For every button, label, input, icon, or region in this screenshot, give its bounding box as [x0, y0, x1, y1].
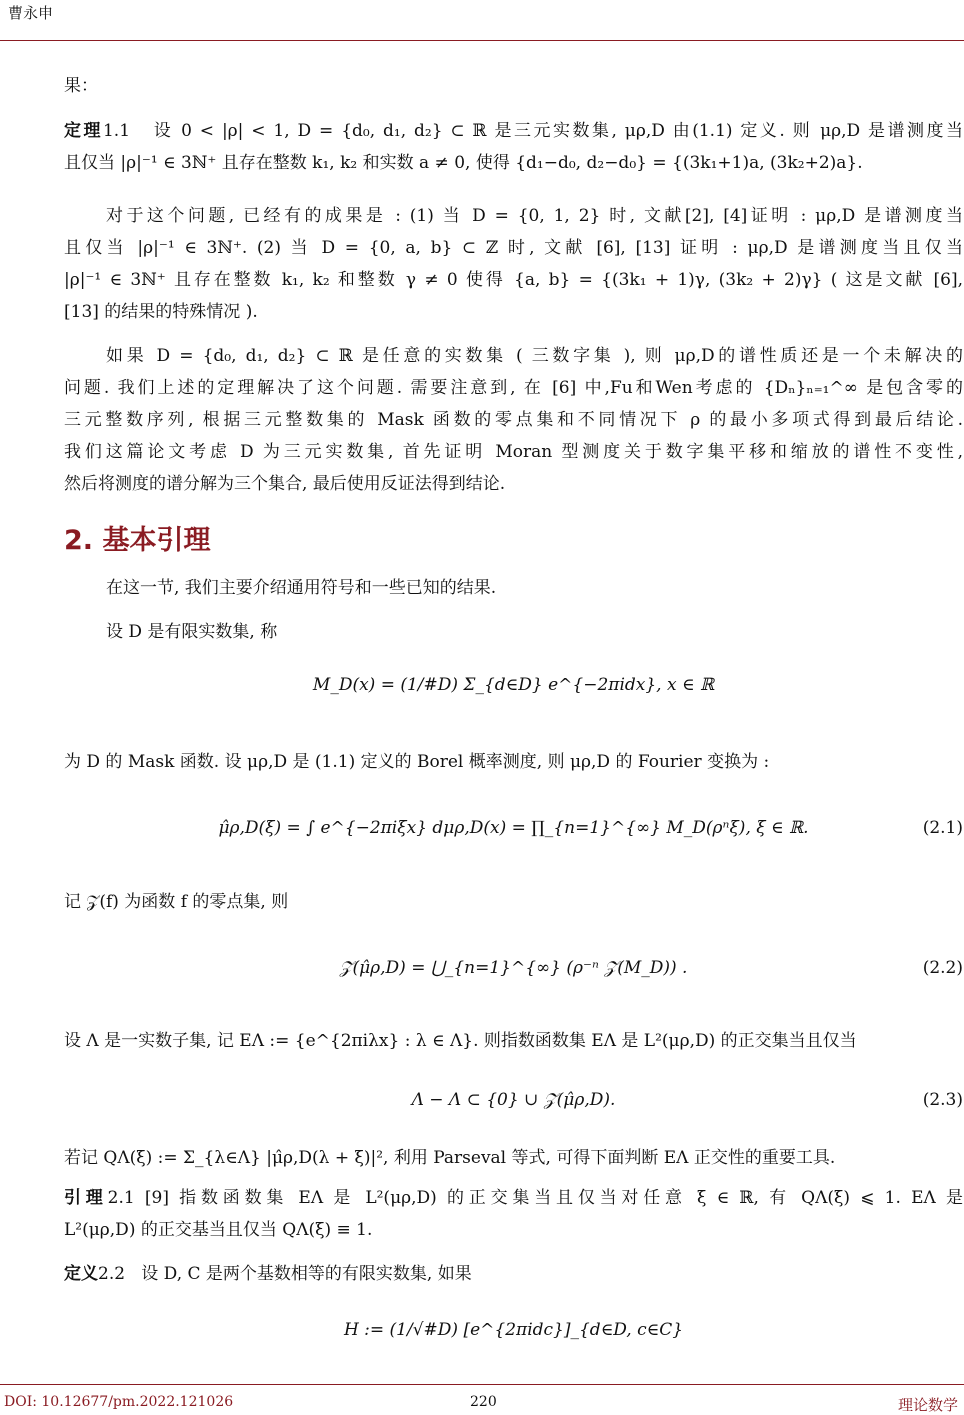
lemma-2-1	[64, 1182, 963, 1246]
paragraph-intro	[64, 572, 963, 604]
lemma-label: 引理	[64, 1188, 108, 1208]
running-head-author: 曹永申	[8, 4, 54, 22]
equation-mask-function	[64, 675, 963, 695]
text-line: 设 D 是有限实数集, 称	[106, 622, 278, 642]
equation-number: (2.1)	[922, 818, 963, 838]
paragraph-parseval	[64, 1142, 963, 1174]
equation-body: μ̂ρ,D(ξ) = ∫ e^{−2πiξx} dμρ,D(x) = ∏_{n=1}^{∞} M_D(ρⁿξ), ξ ∈ ℝ.	[218, 818, 809, 838]
footer-journal[interactable]: 理论数学	[897, 1396, 958, 1414]
theorem-label: 定理	[64, 121, 103, 141]
theorem-1-1	[64, 115, 963, 179]
theorem-number: 1.1	[102, 121, 131, 141]
definition-line-1	[64, 1258, 963, 1290]
theorem-line-2: 且仅当 |ρ|⁻¹ ∈ 3ℕ⁺ 且存在整数 k₁, k₂ 和实数 a ≠ 0, 使得 {d₁−d₀, d₂−d₀} = {(3k₁+1)a, (3k₂+2)a}.	[64, 153, 863, 173]
text-line: |ρ|⁻¹ ∈ 3ℕ⁺ 且存在整数 k₁, k₂ 和整数 γ ≠ 0 使得 {a, b} = {(3k₁ + 1)γ, (3k₂ + 2)γ} ( 这是文献 [6],	[64, 270, 963, 290]
theorem-text: 设 0 < |ρ| < 1, D = {d₀, d₁, d₂} ⊂ ℝ 是三元实数集, μρ,D 由(1.1) 定义. 则 μρ,D 是谱测度当	[153, 121, 963, 141]
equation-2-1	[64, 818, 963, 838]
equation-body: Λ − Λ ⊂ {0} ∪ 𝒵(μ̂ρ,D).	[411, 1090, 616, 1110]
text-line: 果：	[64, 76, 98, 96]
paragraph-orthogonal	[64, 1025, 963, 1057]
paragraph-zero-set	[64, 886, 963, 918]
section-heading: 2. 基本引理	[64, 525, 211, 556]
equation-H-matrix	[64, 1320, 963, 1340]
lemma-text: [9] 指数函数集 EΛ 是 L²(μρ,D) 的正交集当且仅当对任意 ξ ∈ ℝ, 有 QΛ(ξ) ⩽ 1. EΛ 是	[144, 1188, 963, 1208]
footer-doi[interactable]: DOI: 10.12677/pm.2022.121026	[4, 1394, 234, 1410]
paragraph-fourier	[64, 746, 963, 778]
text-line: [13] 的结果的特殊情况 ).	[64, 302, 258, 322]
paragraph-define-D	[64, 616, 963, 648]
text-line: 对于这个问题, 已经有的成果是 : (1) 当 D = {0, 1, 2} 时, 文献[2], [4]证明 : μρ,D 是谱测度当	[106, 206, 963, 226]
text-line: 在这一节, 我们主要介绍通用符号和一些已知的结果.	[106, 578, 497, 598]
text-line: 我们这篇论文考虑 D 为三元实数集, 首先证明 Moran 型测度关于数字集平移和缩放的谱性不变性,	[64, 442, 963, 462]
equation-body: M_D(x) = (1/#D) Σ_{d∈D} e^{−2πidx}, x ∈ ℝ	[312, 675, 715, 695]
lemma-line-1	[64, 1182, 963, 1214]
text-line: 然后将测度的谱分解为三个集合, 最后使用反证法得到结论.	[64, 474, 506, 494]
text-line: 三元整数序列, 根据三元整数集的 Mask 函数的零点集和不同情况下 ρ 的最小多项式得到最后结论.	[64, 410, 963, 430]
text-line: 若记 QΛ(ξ) := Σ_{λ∈Λ} |μ̂ρ,D(λ + ξ)|², 利用 Parseval 等式, 可得下面判断 EΛ 正交性的重要工具.	[64, 1148, 836, 1168]
equation-number: (2.2)	[922, 958, 963, 978]
equation-number: (2.3)	[922, 1090, 963, 1110]
equation-2-3	[64, 1090, 963, 1110]
theorem-line-1	[64, 115, 963, 147]
equation-body: 𝒵(μ̂ρ,D) = ⋃_{n=1}^{∞} (ρ⁻ⁿ 𝒵(M_D)) .	[339, 958, 688, 978]
text-line: 问题. 我们上述的定理解决了这个问题. 需要注意到, 在 [6] 中,Fu和Wen考虑的 {Dₙ}ₙ₌₁^∞ 是包含零的	[64, 378, 963, 398]
paragraph-prior-results	[64, 200, 963, 328]
footer-rule	[0, 1384, 964, 1385]
equation-2-2	[64, 958, 963, 978]
text-line: 且仅当 |ρ|⁻¹ ∈ 3ℕ⁺. (2) 当 D = {0, a, b} ⊂ ℤ 时, 文献 [6], [13] 证明 : μρ,D 是谱测度当且仅当	[64, 238, 963, 258]
paragraph-result-end	[64, 70, 963, 102]
definition-label: 定义	[64, 1264, 98, 1284]
definition-number: 2.2	[98, 1264, 126, 1284]
header-rule	[0, 40, 964, 41]
text-line: 为 D 的 Mask 函数. 设 μρ,D 是 (1.1) 定义的 Borel 概率测度, 则 μρ,D 的 Fourier 变换为 :	[64, 752, 770, 772]
equation-body: H := (1/√#D) [e^{2πidc}]_{d∈D, c∈C}	[343, 1320, 684, 1340]
definition-2-2	[64, 1258, 963, 1290]
text-line: 如果 D = {d₀, d₁, d₂} ⊂ ℝ 是任意的实数集 ( 三数字集 ), 则 μρ,D的谱性质还是一个未解决的	[106, 346, 963, 366]
paragraph-open-problem	[64, 340, 963, 500]
footer-page-number: 220	[470, 1394, 497, 1410]
lemma-number: 2.1	[107, 1188, 135, 1208]
definition-text: 设 D, C 是两个基数相等的有限实数集, 如果	[141, 1264, 472, 1284]
text-line: 设 Λ 是一实数子集, 记 EΛ := {e^{2πiλx} : λ ∈ Λ}. 则指数函数集 EΛ 是 L²(μρ,D) 的正交集当且仅当	[64, 1031, 857, 1051]
lemma-line-2: L²(μρ,D) 的正交基当且仅当 QΛ(ξ) ≡ 1.	[64, 1220, 373, 1240]
text-line: 记 𝒵(f) 为函数 f 的零点集, 则	[64, 892, 289, 912]
